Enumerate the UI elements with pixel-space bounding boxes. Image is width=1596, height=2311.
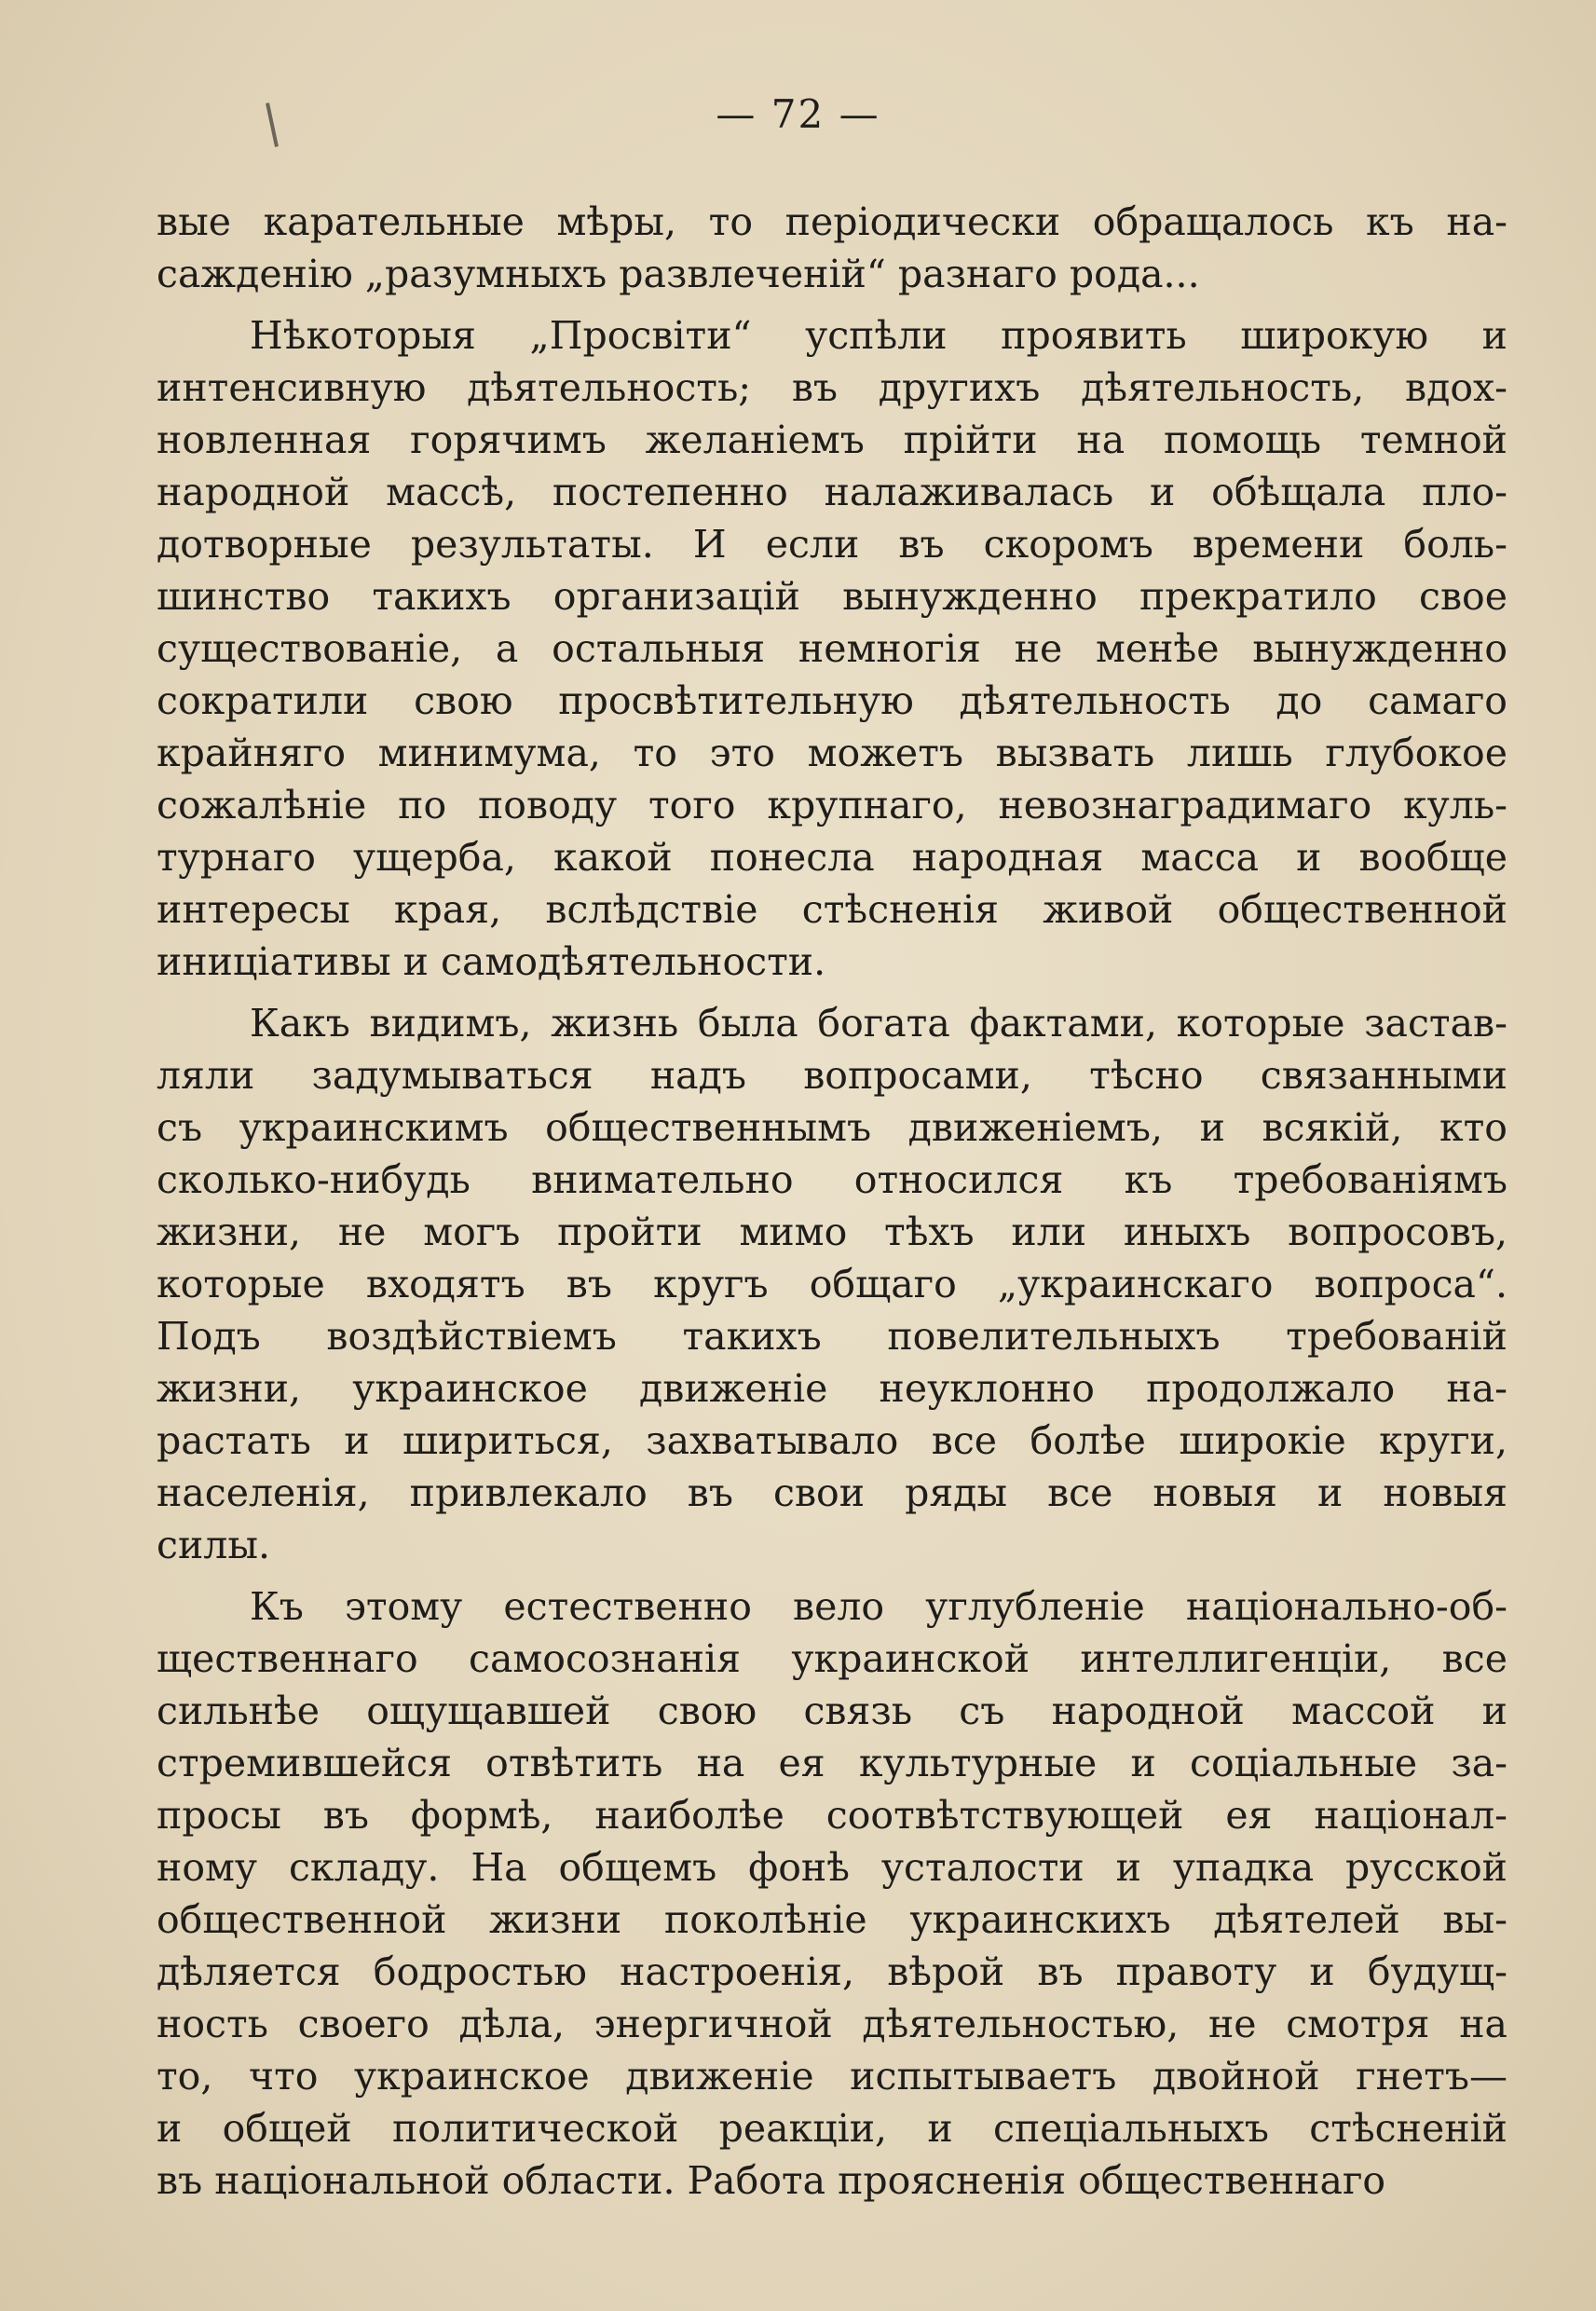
text-line: крайняго минимума, то это можетъ вызвать лишь глубокое (157, 731, 1507, 775)
text-line: интересы края, вслѣдствіе стѣсненія живой общественной (157, 887, 1507, 932)
paragraph (157, 1580, 1507, 2207)
text-line: иниціативы и самодѣятельности. (157, 939, 826, 984)
text-line: турнаго ущерба, какой понесла народная масса и вообще (157, 835, 1507, 880)
paragraph (157, 997, 1507, 1571)
text-line: ному складу. На общемъ фонѣ усталости и упадка русской (157, 1845, 1507, 1890)
text-line: новленная горячимъ желаніемъ прійти на помощь темной (157, 417, 1507, 462)
text-line: растать и шириться, захватывало все болѣе широкіе круги, (157, 1418, 1507, 1463)
text-line: стремившейся отвѣтить на ея культурные и соціальные за- (157, 1741, 1507, 1785)
text-line: Къ этому естественно вело углубленіе національно-об- (250, 1584, 1507, 1629)
text-line: существованіе, а остальныя немногія не менѣе вынужденно (157, 626, 1507, 671)
text-line: дѣляется бодростью настроенія, вѣрой въ правоту и будущ- (157, 1949, 1507, 1994)
text-line: сильнѣе ощущавшей свою связь съ народной массой и (157, 1689, 1507, 1733)
text-line: и общей политической реакціи, и спеціальныхъ стѣсненій (157, 2106, 1507, 2151)
paragraph (157, 196, 1507, 300)
text-line: населенія, привлекало въ свои ряды все новыя и новыя (157, 1470, 1507, 1515)
text-line: шинство такихъ организацій вынужденно прекратило свое (157, 574, 1507, 619)
text-line: народной массѣ, постепенно налаживалась и обѣщала пло- (157, 470, 1507, 514)
paragraph-gap (157, 988, 1507, 997)
text-line: которые входятъ въ кругъ общаго „украинскаго вопроса“. (157, 1262, 1507, 1306)
text-line: сократили свою просвѣтительную дѣятельность до самаго (157, 678, 1507, 723)
text-line: сожалѣніе по поводу того крупнаго, невознаградимаго куль- (157, 783, 1507, 827)
text-line: въ національной области. Работа проясненія общественнаго (157, 2158, 1386, 2203)
paragraph (157, 309, 1507, 988)
text-line: сажденію „разумныхъ развлеченій“ разнаго рода... (157, 252, 1200, 296)
text-line: щественнаго самосознанія украинской интеллигенціи, все (157, 1636, 1507, 1681)
text-line: ляли задумываться надъ вопросами, тѣсно связанными (157, 1053, 1507, 1098)
text-line: вые карательные мѣры, то періодически обращалось къ на- (157, 199, 1507, 244)
text-line: жизни, украинское движеніе неуклонно продолжало на- (157, 1366, 1507, 1411)
text-line: Подъ воздѣйствіемъ такихъ повелительныхъ требованій (157, 1314, 1507, 1359)
text-line: силы. (157, 1523, 270, 1567)
text-line: жизни, не могъ пройти мимо тѣхъ или иныхъ вопросовъ, (157, 1210, 1507, 1254)
text-line: съ украинскимъ общественнымъ движеніемъ, и всякій, кто (157, 1105, 1507, 1150)
text-line: Нѣкоторыя „Просвіти“ успѣли проявить широкую и (250, 313, 1507, 358)
text-line: просы въ формѣ, наиболѣе соотвѣтствующей ея націонал- (157, 1793, 1507, 1838)
paragraph-gap (157, 300, 1507, 309)
text-line: общественной жизни поколѣніе украинскихъ дѣятелей вы- (157, 1897, 1507, 1942)
text-line: сколько-нибудь внимательно относился къ требованіямъ (157, 1157, 1507, 1202)
text-line: Какъ видимъ, жизнь была богата фактами, которые застав- (250, 1001, 1507, 1046)
paragraph-gap (157, 1571, 1507, 1580)
text-line: интенсивную дѣятельность; въ другихъ дѣятельность, вдох- (157, 365, 1507, 410)
text-line: дотворные результаты. И если въ скоромъ времени боль- (157, 522, 1507, 567)
body-text (157, 196, 1507, 2207)
text-line: ность своего дѣла, энергичной дѣятельностью, не смотря на (157, 2002, 1507, 2046)
page-number: — 72 — (716, 91, 880, 137)
text-line: то, что украинское движеніе испытываетъ двойной гнетъ— (157, 2054, 1507, 2099)
